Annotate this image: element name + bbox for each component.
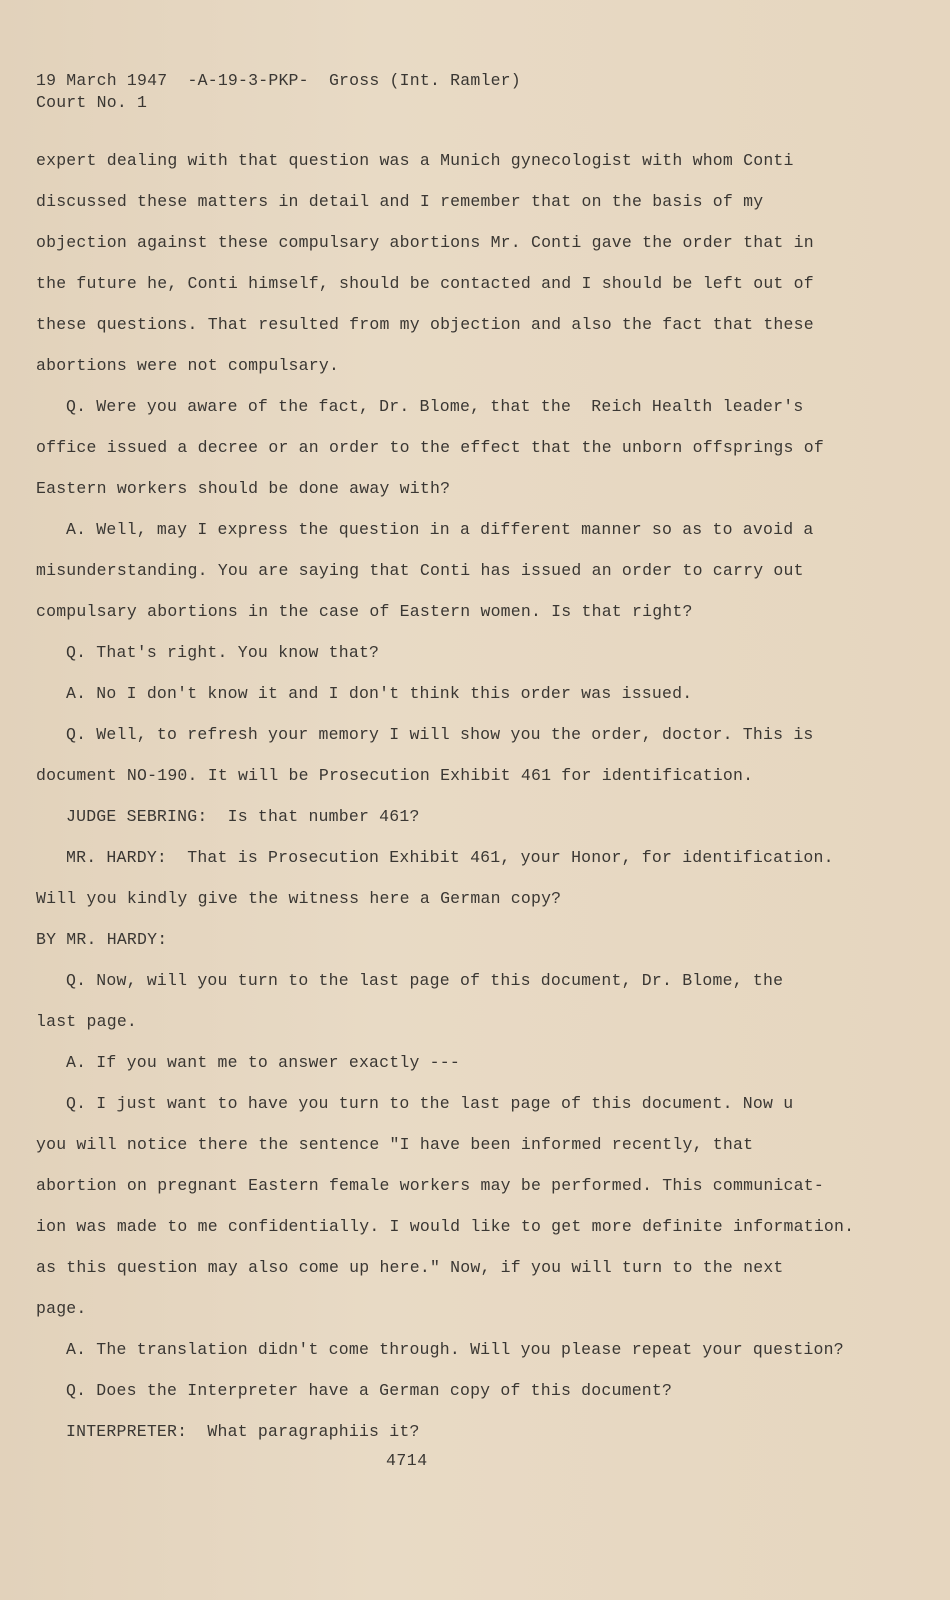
transcript-line: abortions were not compulsary. bbox=[36, 356, 340, 375]
transcript-line: MR. HARDY: That is Prosecution Exhibit 461, your Honor, for identification. bbox=[66, 848, 834, 867]
transcript-line: Q. I just want to have you turn to the last page of this document. Now u bbox=[66, 1094, 794, 1113]
transcript-line: as this question may also come up here." Now, if you will turn to the next bbox=[36, 1258, 784, 1277]
transcript-line: Q. Were you aware of the fact, Dr. Blome, that the Reich Health leader's bbox=[66, 397, 804, 416]
transcript-line: Q. Now, will you turn to the last page of this document, Dr. Blome, the bbox=[66, 971, 784, 990]
transcript-line: A. If you want me to answer exactly --- bbox=[66, 1053, 460, 1072]
transcript-line: office issued a decree or an order to the effect that the unborn offsprings of bbox=[36, 438, 824, 457]
transcript-line: A. No I don't know it and I don't think this order was issued. bbox=[66, 684, 693, 703]
transcript-line: page. bbox=[36, 1299, 87, 1318]
transcript-line: expert dealing with that question was a Munich gynecologist with whom Conti bbox=[36, 151, 794, 170]
transcript-line: Q. Does the Interpreter have a German copy of this document? bbox=[66, 1381, 673, 1400]
transcript-line: Eastern workers should be done away with? bbox=[36, 479, 451, 498]
transcript-line: objection against these compulsary abortions Mr. Conti gave the order that in bbox=[36, 233, 814, 252]
page-header bbox=[36, 70, 521, 114]
transcript-line: abortion on pregnant Eastern female workers may be performed. This communicat- bbox=[36, 1176, 824, 1195]
transcript-line: A. Well, may I express the question in a different manner so as to avoid a bbox=[66, 520, 814, 539]
header-court-line: Court No. 1 bbox=[36, 93, 148, 112]
transcript-line: Q. That's right. You know that? bbox=[66, 643, 380, 662]
header-date-line: 19 March 1947 -A-19-3-PKP- Gross (Int. Ramler) bbox=[36, 71, 521, 90]
transcript-line: BY MR. HARDY: bbox=[36, 930, 168, 949]
page-number: 4714 bbox=[386, 1451, 428, 1470]
transcript-body bbox=[36, 150, 916, 1462]
transcript-line: discussed these matters in detail and I remember that on the basis of my bbox=[36, 192, 764, 211]
transcript-line: these questions. That resulted from my objection and also the fact that these bbox=[36, 315, 814, 334]
transcript-line: you will notice there the sentence "I have been informed recently, that bbox=[36, 1135, 754, 1154]
transcript-line: Will you kindly give the witness here a German copy? bbox=[36, 889, 562, 908]
transcript-line: document NO-190. It will be Prosecution Exhibit 461 for identification. bbox=[36, 766, 754, 785]
transcript-line: last page. bbox=[36, 1012, 138, 1031]
transcript-line: INTERPRETER: What paragraphiis it? bbox=[66, 1422, 420, 1441]
transcript-line: compulsary abortions in the case of Eastern women. Is that right? bbox=[36, 602, 693, 621]
transcript-line: misunderstanding. You are saying that Conti has issued an order to carry out bbox=[36, 561, 804, 580]
transcript-line: ion was made to me confidentially. I would like to get more definite information. bbox=[36, 1217, 855, 1236]
transcript-line: A. The translation didn't come through. Will you please repeat your question? bbox=[66, 1340, 844, 1359]
transcript-line: the future he, Conti himself, should be contacted and I should be left out of bbox=[36, 274, 814, 293]
transcript-line: Q. Well, to refresh your memory I will show you the order, doctor. This is bbox=[66, 725, 814, 744]
transcript-line: JUDGE SEBRING: Is that number 461? bbox=[66, 807, 420, 826]
